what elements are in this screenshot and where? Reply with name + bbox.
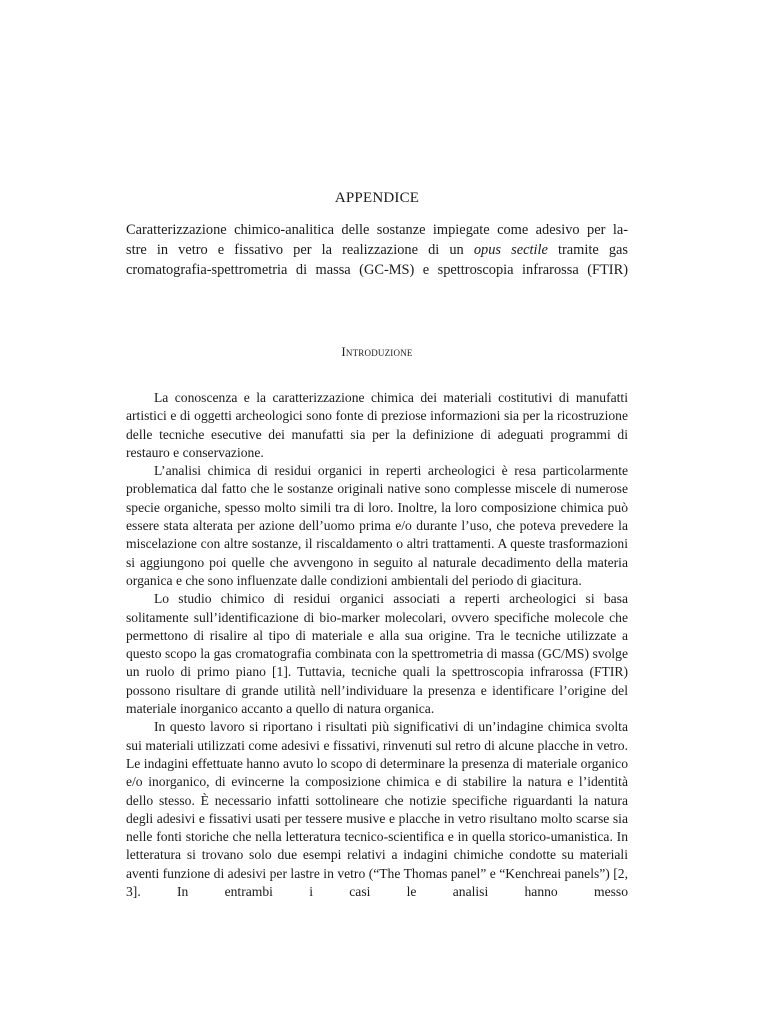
section-heading: Introduzione (341, 344, 413, 359)
paragraph-1: La conoscenza e la caratterizzazione chimica dei materiali costitutivi di manufatti artistici e di oggetti archeologici sono fonte di preziose informazioni sia per la ricostruzione delle tecniche esecutive dei manufatti sia per la definizione di adeguati programmi di restauro e conservazione. (126, 390, 628, 460)
body-text (126, 389, 628, 901)
appendix-subtitle (126, 220, 628, 280)
paragraph-4: In questo lavoro si riportano i risultati più significativi di un’indagine chimica svolta sui materiali utilizzati come adesivi e fissativi, rinvenuti sul retro di alcune placche in vetro. Le indagini effettuate hanno avuto lo scopo di determinare la presenza di materiale organico e/o inorganico, di evincerne la composizione chimica e di stabilire la natura e l’identità dello stesso. È necessario infatti sottolineare che notizie specifiche riguardanti la natura degli adesivi e fissativi usati per tessere musive e placche in vetro risultano molto scarse sia nelle fonti storiche che nella letteratura tecnico-scientifica e in quella storico-umanistica. In letteratura si trovano solo due esempi relativi a indagini chimiche condotte su materiali aventi funzione di adesivi per lastre in vetro (“The Thomas panel” e “Kenchreai panels”) [2, 3]. In entrambi i casi le analisi hanno messo (126, 719, 628, 900)
appendix-title: APPENDICE (334, 190, 420, 206)
paragraph-2: L’analisi chimica di residui organici in reperti archeologici è resa particolarmente problematica dal fatto che le sostanze originali native sono complesse miscele di numerose specie organiche, spesso molto simili tra di loro. Inoltre, la loro composizione chimica può essere stata alterata per azione dell’uomo prima e/o durante l’uso, che poteva prevedere la miscelazione con altre sostanze, il riscaldamento o altri trattamenti. A queste trasformazioni si aggiungono poi quelle che avvengono in seguito al naturale decadimento della materia organica e che sono influenzate dalle condizioni ambientali del periodo di giacitura. (126, 463, 628, 588)
subtitle-line-1: Caratterizzazione chimico-analitica delle sostanze impiegate come adesivo per la- (126, 222, 628, 238)
subtitle-italic-term: opus sectile (473, 242, 548, 258)
subtitle-line-3: cromatografia-spettrometria di massa (GC-MS) e spettroscopia infrarossa (FTIR) (126, 262, 628, 278)
paragraph-3: Lo studio chimico di residui organici associati a reperti archeologici si basa solitamente sull’identificazione di bio-marker molecolari, ovvero specifiche molecole che permettono di risalire al tipo di materiale e alla sua origine. Tra le tecniche utilizzate a questo scopo la gas cromatografia combinata con la spettrometria di massa (GC/MS) svolge un ruolo di primo piano [1]. Tuttavia, tecniche quali la spettroscopia infrarossa (FTIR) possono risultare di grande utilità nell’individuare la presenza e identificare l’origine del materiale inorganico accanto a quello di natura organica. (126, 591, 628, 717)
subtitle-line-2: stre in vetro e fissativo per la realizzazione di un opus sectile tramite gas (126, 242, 629, 258)
